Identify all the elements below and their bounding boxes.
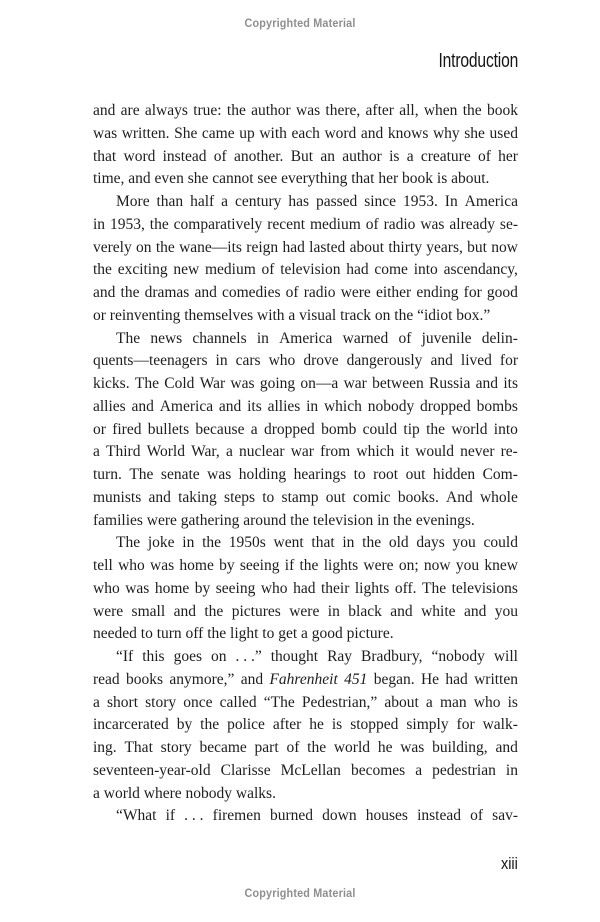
page-number: xiii <box>501 854 518 873</box>
copyright-notice-top: Copyrighted Material <box>244 16 356 30</box>
body-text <box>93 100 518 828</box>
text-line: turn. The senate was holding hearings to root out hidden Com- <box>93 466 518 483</box>
text-line: or fired bullets because a dropped bomb could tip the world into <box>93 420 518 438</box>
text-line: who was home by seeing who had their lights off. The televisions <box>93 579 518 597</box>
text-line: quents—teenagers in cars who drove dangerously and lived for <box>93 352 518 370</box>
text-line: the exciting new medium of television had come into ascendancy, <box>93 261 518 279</box>
text-line: The joke in the 1950s went that in the old days you could <box>116 534 518 552</box>
text-line: that word instead of another. But an author is a creature of her <box>93 147 518 165</box>
text-line: kicks. The Cold War was going on—a war between Russia and its <box>93 375 518 392</box>
text-line: “If this goes on . . .” thought Ray Bradbury, “nobody will <box>116 648 518 665</box>
text-line: munists and taking steps to stamp out comic books. And whole <box>93 488 518 506</box>
text-line: a world where nobody walks. <box>93 784 276 802</box>
text-line: The news channels in America warned of juvenile delin- <box>116 329 518 347</box>
text-line: was written. She came up with each word and knows why she used <box>93 124 518 142</box>
text-line: seventeen-year-old Clarisse McLellan becomes a pedestrian in <box>93 761 518 779</box>
text-line: allies and America and its allies in which nobody dropped bombs <box>93 397 518 415</box>
text-line: were small and the pictures were in black and white and you <box>93 602 518 620</box>
text-line: families were gathering around the television in the evenings. <box>93 511 475 529</box>
text-line: incarcerated by the police after he is stopped simply for walk- <box>93 716 518 734</box>
text-line: “What if . . . firemen burned down houses instead of sav- <box>116 807 518 825</box>
copyright-notice-bottom: Copyrighted Material <box>244 886 356 900</box>
text-line: or reinventing themselves with a visual track on the “idiot box.” <box>93 306 491 324</box>
text-line: and are always true: the author was there, after all, when the book <box>93 102 518 119</box>
text-line: read books anymore,” and Fahrenheit 451 began. He had written <box>93 670 518 688</box>
text-line: in 1953, the comparatively recent medium of radio was already se- <box>93 215 518 233</box>
text-line: tell who was home by seeing if the lights were on; now you knew <box>93 557 518 574</box>
text-line: ing. That story became part of the world he was building, and <box>93 739 518 756</box>
text-line: and the dramas and comedies of radio were either ending for good <box>93 284 518 301</box>
text-line: a Third World War, a nuclear war from which it would never re- <box>93 443 518 461</box>
text-line: More than half a century has passed since 1953. In America <box>116 193 518 210</box>
text-line: a short story once called “The Pedestrian,” about a man who is <box>93 693 518 711</box>
text-line: verely on the wane—its reign had lasted about thirty years, but now <box>93 238 518 256</box>
text-line: time, and even she cannot see everything that her book is about. <box>93 170 490 188</box>
text-line: needed to turn off the light to get a good picture. <box>93 625 394 643</box>
chapter-title: Introduction <box>438 50 518 72</box>
